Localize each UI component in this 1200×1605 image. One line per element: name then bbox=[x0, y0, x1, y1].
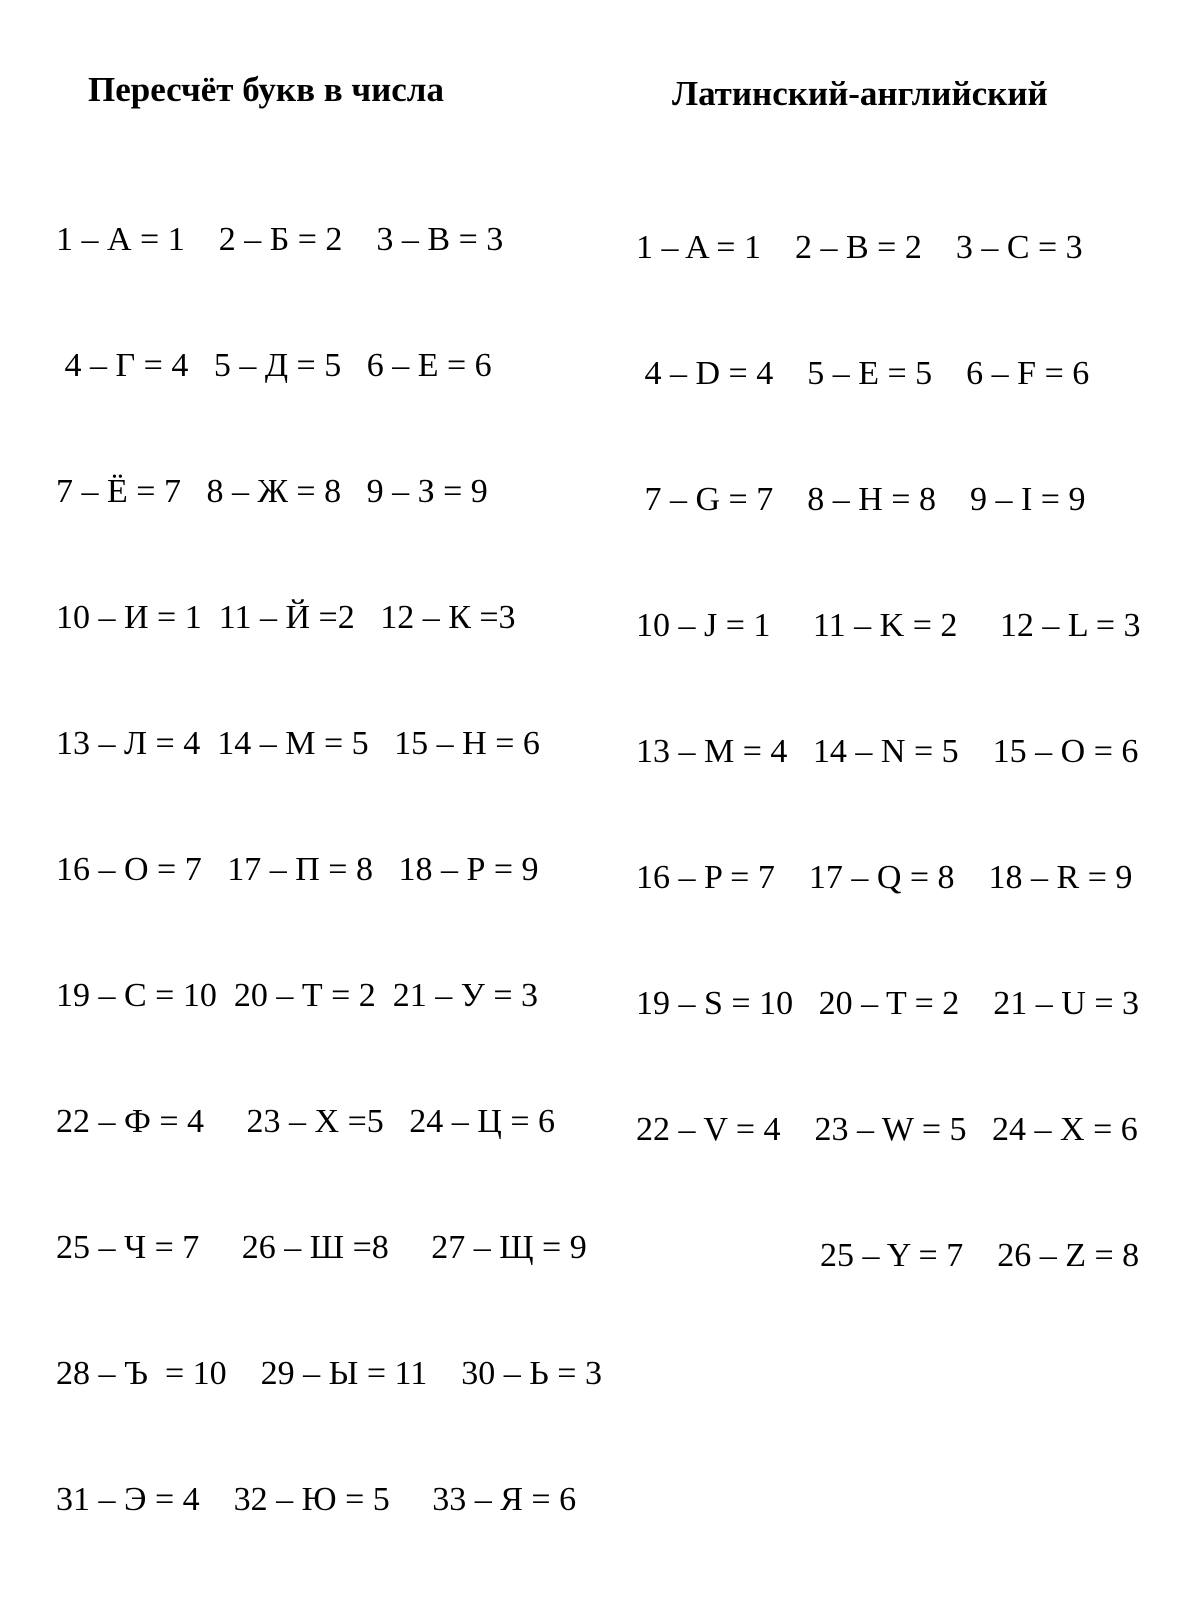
cyrillic-row-8: 22 – Ф = 4 23 – Х =5 24 – Ц = 6 bbox=[56, 1103, 555, 1140]
cyrillic-conversion-table bbox=[56, 135, 602, 1605]
latin-row-9: 25 – Y = 7 26 – Z = 8 bbox=[820, 1237, 1140, 1274]
latin-row-6: 16 – P = 7 17 – Q = 8 18 – R = 9 bbox=[636, 859, 1133, 896]
cyrillic-row-2: 4 – Г = 4 5 – Д = 5 6 – Е = 6 bbox=[56, 347, 492, 384]
cyrillic-row-6: 16 – О = 7 17 – П = 8 18 – Р = 9 bbox=[56, 851, 539, 888]
cyrillic-row-11: 31 – Э = 4 32 – Ю = 5 33 – Я = 6 bbox=[56, 1481, 577, 1518]
cyrillic-row-10: 28 – Ъ = 10 29 – Ы = 11 30 – Ь = 3 bbox=[56, 1355, 602, 1392]
latin-row-3: 7 – G = 7 8 – H = 8 9 – I = 9 bbox=[636, 481, 1086, 518]
latin-row-4: 10 – J = 1 11 – K = 2 12 – L = 3 bbox=[636, 607, 1141, 644]
latin-conversion-table bbox=[636, 143, 1141, 1361]
latin-row-2: 4 – D = 4 5 – E = 5 6 – F = 6 bbox=[636, 355, 1090, 392]
cyrillic-row-7: 19 – С = 10 20 – Т = 2 21 – У = 3 bbox=[56, 977, 539, 1014]
latin-row-7: 19 – S = 10 20 – T = 2 21 – U = 3 bbox=[636, 985, 1140, 1022]
cyrillic-row-3: 7 – Ё = 7 8 – Ж = 8 9 – З = 9 bbox=[56, 473, 488, 510]
cyrillic-row-9: 25 – Ч = 7 26 – Ш =8 27 – Щ = 9 bbox=[56, 1229, 587, 1266]
latin-row-1: 1 – A = 1 2 – B = 2 3 – C = 3 bbox=[636, 229, 1083, 266]
latin-table-title: Латинский-английский bbox=[672, 74, 1048, 113]
latin-row-8: 22 – V = 4 23 – W = 5 24 – X = 6 bbox=[636, 1111, 1138, 1148]
cyrillic-table-title: Пересчёт букв в числа bbox=[88, 70, 444, 109]
cyrillic-row-1: 1 – А = 1 2 – Б = 2 3 – В = 3 bbox=[56, 221, 504, 258]
cyrillic-row-5: 13 – Л = 4 14 – М = 5 15 – Н = 6 bbox=[56, 725, 540, 762]
cyrillic-row-4: 10 – И = 1 11 – Й =2 12 – К =3 bbox=[56, 599, 516, 636]
latin-row-5: 13 – M = 4 14 – N = 5 15 – O = 6 bbox=[636, 733, 1139, 770]
